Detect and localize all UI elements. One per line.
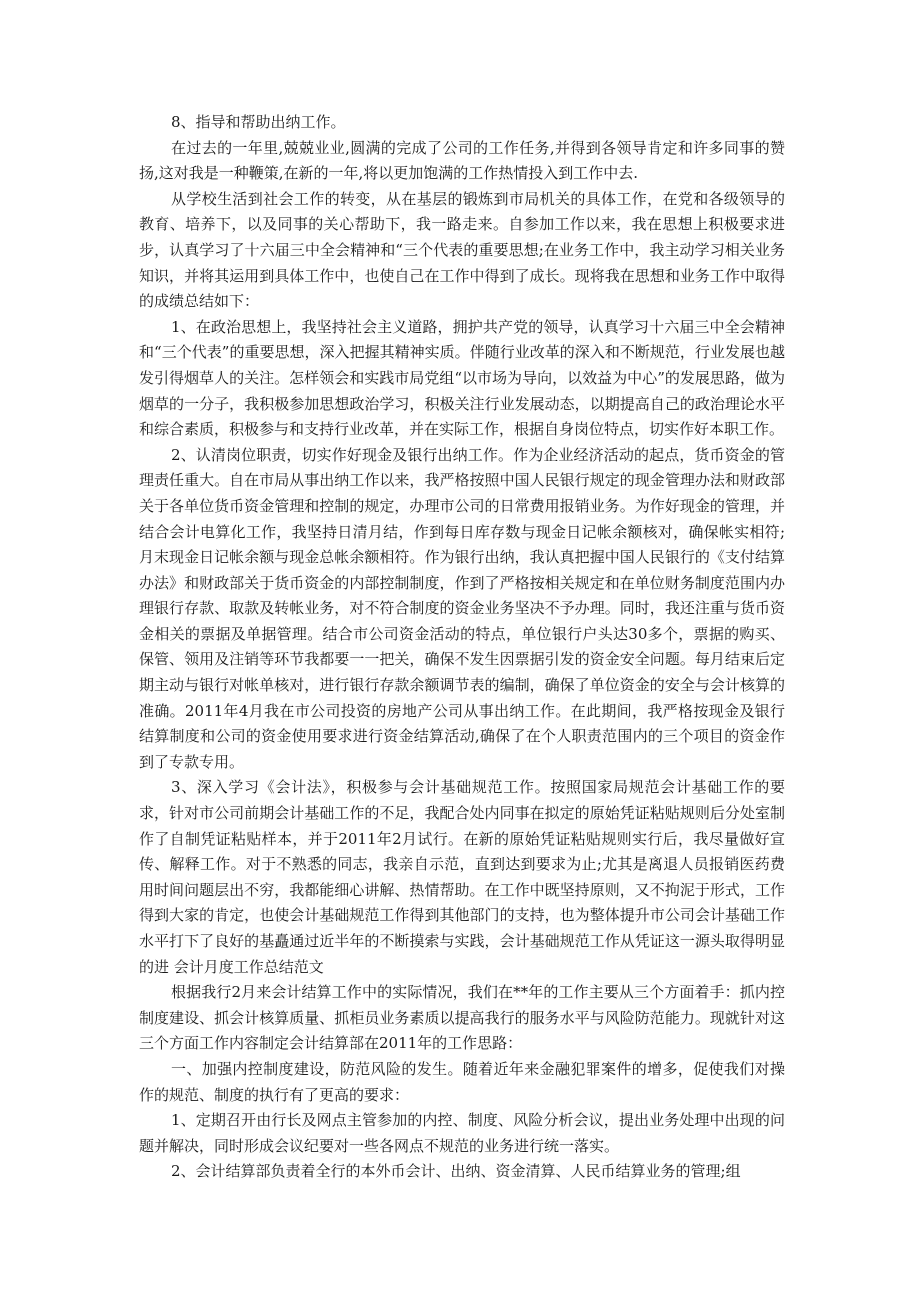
paragraph-5: 2、认清岗位职责，切实作好现金及银行出纳工作。作为企业经济活动的起点，货币资金的管理责任重大。自在市局从事出纳工作以来，我严格按照中国人民银行规定的现金管理办法和财政部关于各单位货币资金管理和控制的规定，办理市公司的日常费用报销业务。为作好现金的管理，并结合会计电算化工作，我坚持日清月结，作到每日库存数与现金日记帐余额核对，确保帐实相符;月末现金日记帐余额与现金总帐余额相符。作为银行出纳，我认真把握中国人民银行的《支付结算办法》和财政部关于货币资金的内部控制制度，作到了严格按相关规定和在单位财务制度范围内办理银行存款、取款及转帐业务，对不符合制度的资金业务坚决不予办理。同时，我还注重与货币资金相关的票据及单据管理。结合市公司资金活动的特点，单位银行户头达30多个，票据的购买、保管、领用及注销等环节我都要一一把关，确保不发生因票据引发的资金安全问题。每月结束后定期主动与银行对帐单核对，进行银行存款余额调节表的编制，确保了单位资金的安全与会计核算的准确。2011年4月我在市公司投资的房地产公司从事出纳工作。在此期间，我严格按现金及银行结算制度和公司的资金使用要求进行资金结算活动,确保了在个人职责范围内的三个项目的资金作到了专款专用。: [139, 445, 785, 771]
document-body: [139, 110, 785, 1185]
paragraph-10: 2、会计结算部负责着全行的本外币会计、出纳、资金清算、人民币结算业务的管理;组: [171, 1162, 741, 1181]
paragraph-7: 根据我行2月来会计结算工作中的实际情况，我们在**年的工作主要从三个方面着手：抓内控制度建设、抓会计核算质量、抓柜员业务素质以提高我行的服务水平与风险防范能力。现就针对这三个方面工作内容制定会计结算部在2011年的工作思路：: [139, 983, 785, 1053]
paragraph-1: 8、指导和帮助出纳工作。: [171, 113, 346, 131]
paragraph-9: 1、定期召开由行长及网点主管参加的内控、制度、风险分析会议，提出业务处理中出现的问题并解决，同时形成会议纪要对一些各网点不规范的业务进行统一落实。: [139, 1111, 785, 1155]
paragraph-6: 3、深入学习《会计法》，积极参与会计基础规范工作。按照国家局规范会计基础工作的要求，针对市公司前期会计基础工作的不足，我配合处内同事在拟定的原始凭证粘贴规则后分处室制作了自制凭证粘贴样本，并于2011年2月试行。在新的原始凭证粘贴规则实行后，我尽量做好宣传、解释工作。对于不熟悉的同志，我亲自示范，直到达到要求为止;尤其是离退人员报销医药费用时间问题层出不穷，我都能细心讲解、热情帮助。在工作中既坚持原则，又不拘泥于形式，工作得到大家的肯定，也使会计基础规范工作得到其他部门的支持，也为整体提升市公司会计基础工作水平打下了良好的基矗通过近半年的不断摸索与实践，会计基础规范工作从凭证这一源头取得明显的进 会计月度工作总结范文: [139, 778, 785, 976]
paragraph-8: 一、加强内控制度建设，防范风险的发生。随着近年来金融犯罪案件的增多，促使我们对操作的规范、制度的执行有了更高的要求：: [139, 1059, 785, 1104]
paragraph-3: 从学校生活到社会工作的转变，从在基层的锻炼到市局机关的具体工作，在党和各级领导的教育、培养下，以及同事的关心帮助下，我一路走来。自参加工作以来，我在思想上积极要求进步，认真学习了十六届三中全会精神和“三个代表的重要思想;在业务工作中，我主动学习相关业务知识，并将其运用到具体工作中，也使自己在工作中得到了成长。现将我在思想和业务工作中取得的成绩总结如下：: [139, 189, 785, 311]
paragraph-2: 在过去的一年里,兢兢业业,圆满的完成了公司的工作任务,并得到各领导肯定和许多同事的赞扬,这对我是一种鞭策,在新的一年,将以更加饱满的工作热情投入到工作中去.: [139, 138, 785, 183]
paragraph-4: 1、在政治思想上，我坚持社会主义道路，拥护共产党的领导，认真学习十六届三中全会精神和“三个代表”的重要思想，深入把握其精神实质。伴随行业改革的深入和不断规范，行业发展也越发引得烟草人的关注。怎样领会和实践市局党组“以市场为导向，以效益为中心”的发展思路，做为烟草的一分子，我积极参加思想政治学习，积极关注行业发展动态，以期提高自己的政治理论水平和综合素质，积极参与和支持行业改革，并在实际工作，根据自身岗位特点，切实作好本职工作。: [139, 317, 785, 439]
